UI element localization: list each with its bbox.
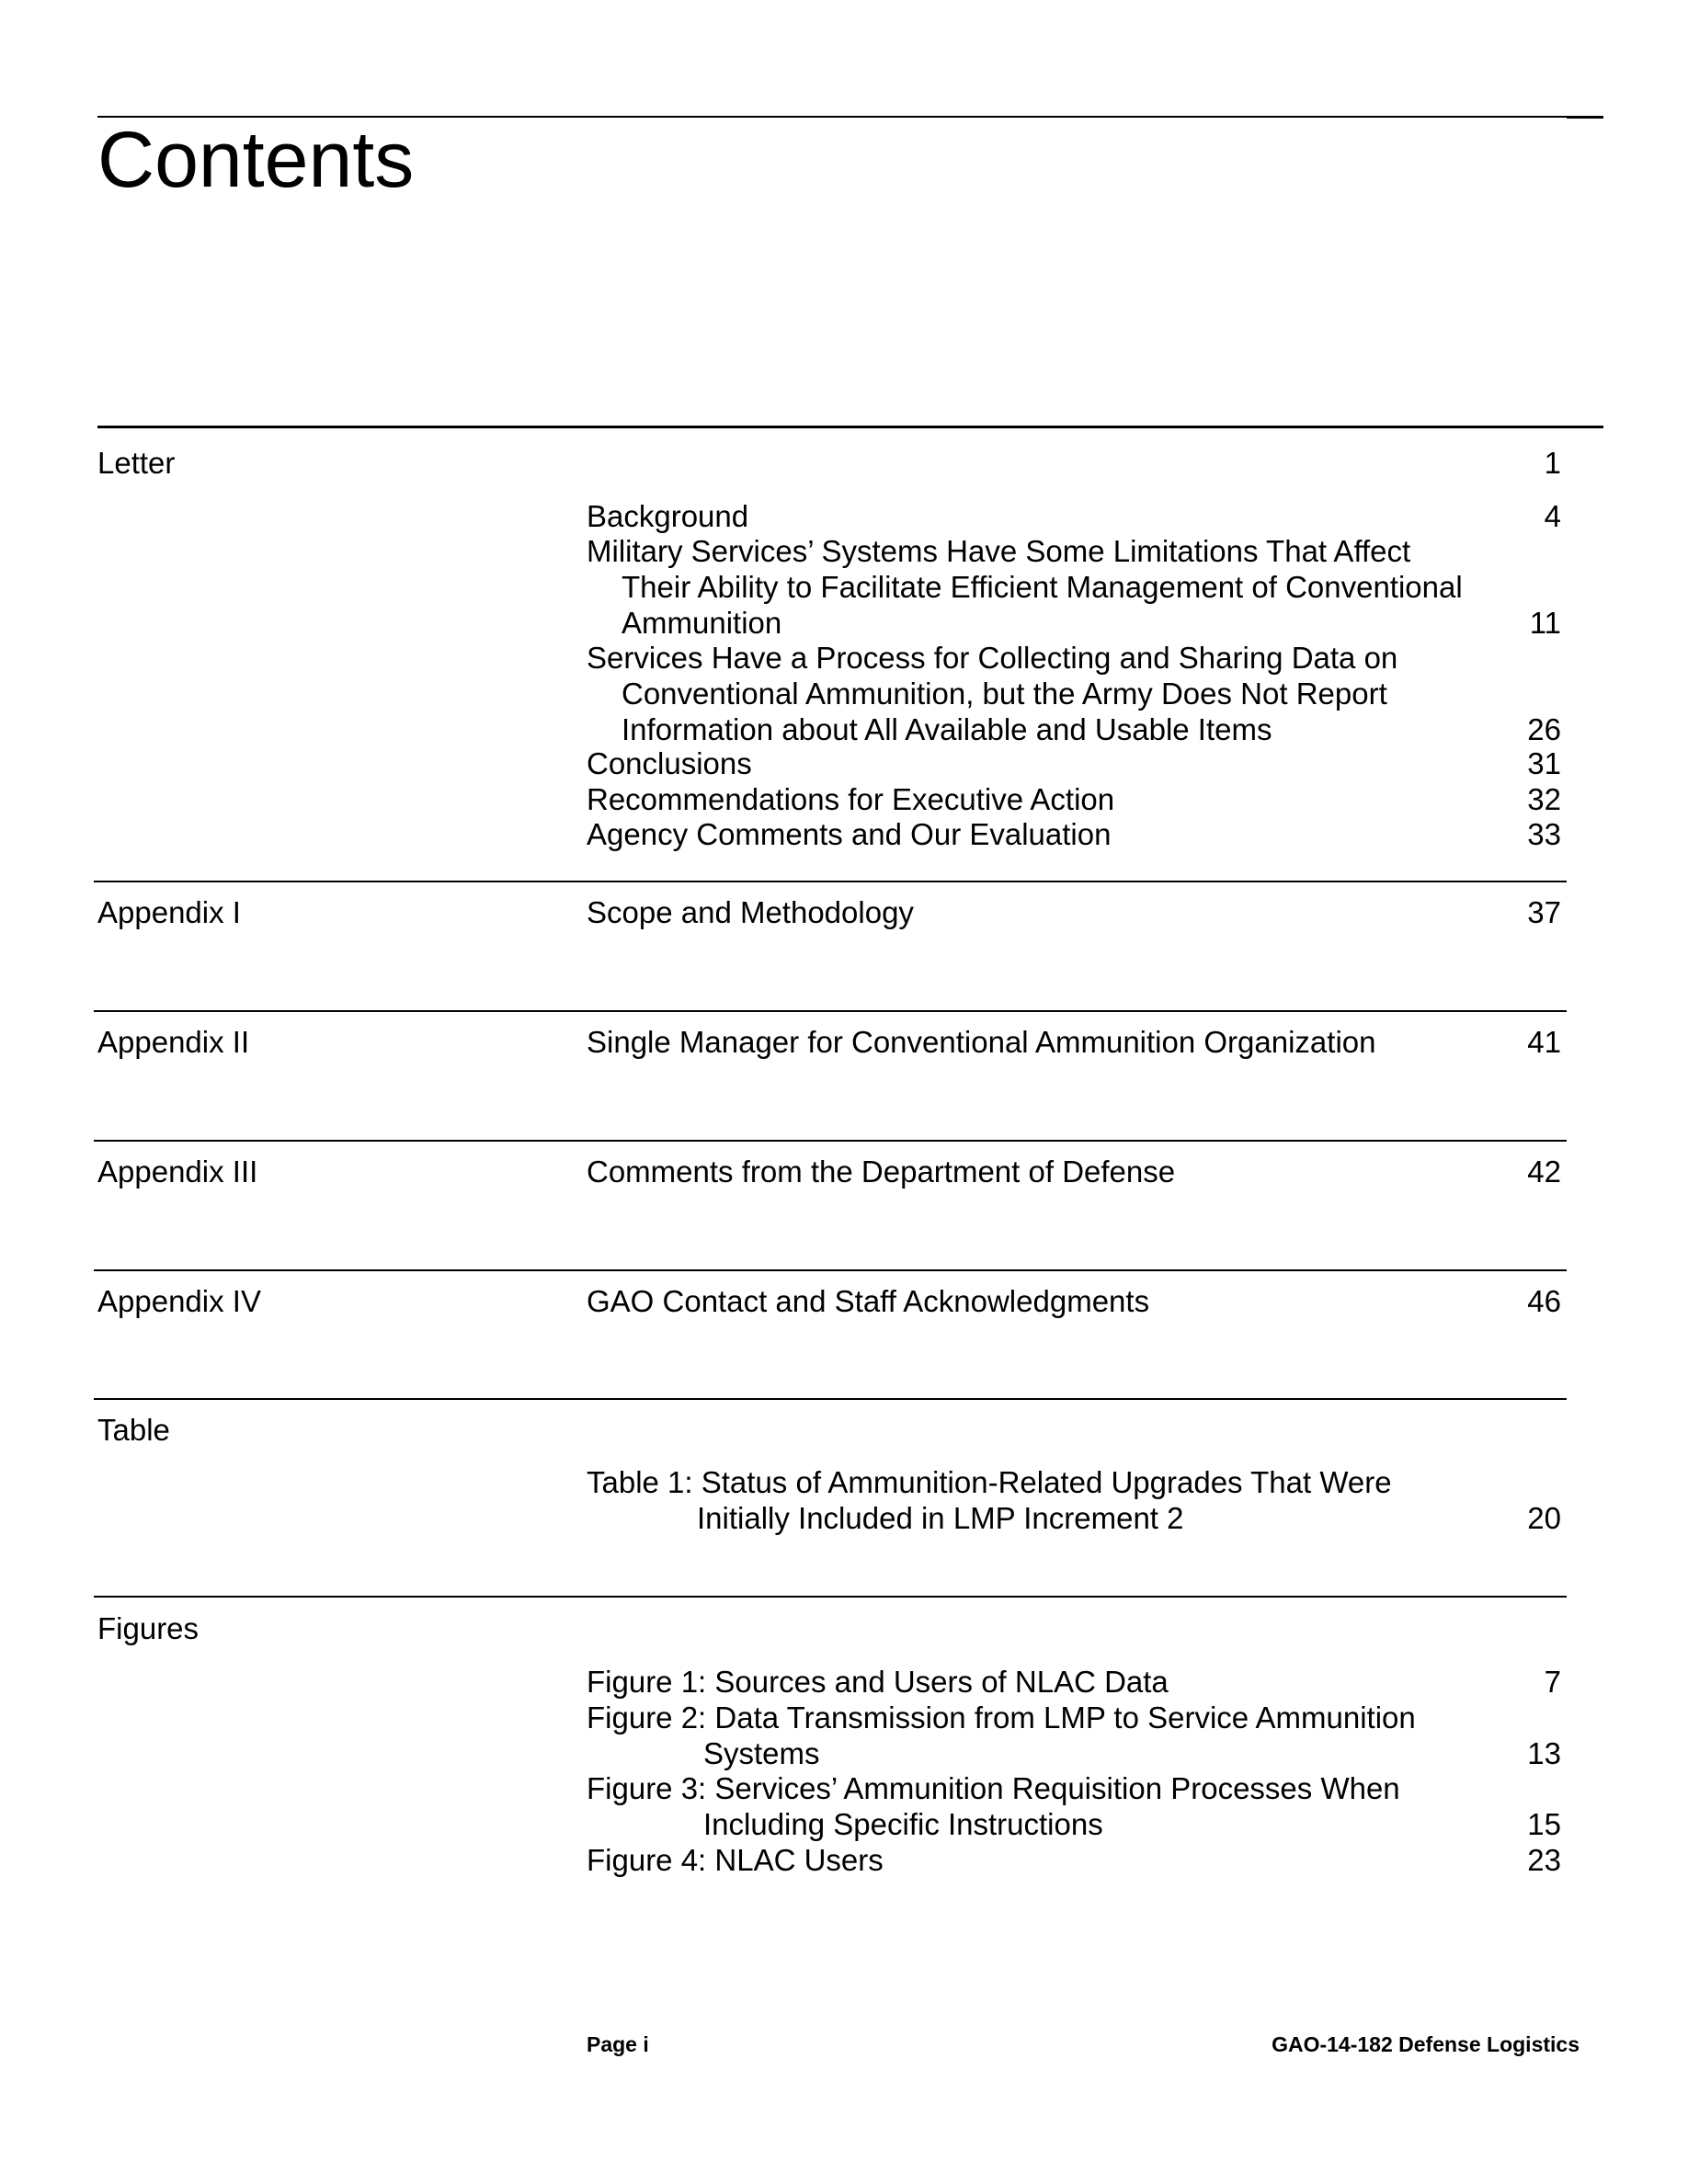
toc-entry-figure-4[interactable]: Figure 4: NLAC Users 23 bbox=[587, 1843, 1561, 1877]
toc-entry-single-manager[interactable]: Single Manager for Conventional Ammunition Organization 41 bbox=[587, 1025, 1561, 1059]
toc-entry-figure-3[interactable]: Figure 3: Services’ Ammunition Requisition Processes When Including Specific Instructions 15 bbox=[587, 1771, 1561, 1841]
toc-entry-agency-comments[interactable]: Agency Comments and Our Evaluation 33 bbox=[587, 817, 1561, 851]
toc-page-number: 32 bbox=[1527, 782, 1561, 816]
toc-page-number: 33 bbox=[1527, 817, 1561, 851]
toc-page-number: 31 bbox=[1527, 746, 1561, 780]
toc-page-number: 20 bbox=[1527, 1501, 1561, 1535]
top-rule-tail bbox=[1567, 116, 1603, 119]
section-label-figures: Figures bbox=[97, 1611, 200, 1645]
section-label-appendix-ii: Appendix II bbox=[97, 1025, 250, 1059]
section-rule-figures bbox=[94, 1596, 1567, 1598]
toc-entry-figure-1[interactable]: Figure 1: Sources and Users of NLAC Data 7 bbox=[587, 1665, 1561, 1699]
section-rule-appendix-ii bbox=[94, 1010, 1567, 1012]
toc-entry-gao-contact[interactable]: GAO Contact and Staff Acknowledgments 46 bbox=[587, 1284, 1561, 1318]
toc-page-number: 13 bbox=[1527, 1736, 1561, 1770]
toc-entry-services-process[interactable]: Services Have a Process for Collecting and Sharing Data on Conventional Ammunition, but the Army Does Not Report Information about All Available and Usable Items 26 bbox=[587, 641, 1561, 746]
toc-page-number: 37 bbox=[1527, 895, 1561, 929]
toc-page-number: 15 bbox=[1527, 1807, 1561, 1841]
toc-entry-background[interactable]: Background 4 bbox=[587, 499, 1561, 533]
toc-entry-military-services-systems[interactable]: Military Services’ Systems Have Some Limitations That Affect Their Ability to Facilitate Efficient Management of Conventional Ammunition 11 bbox=[587, 534, 1561, 640]
toc-page-number: 23 bbox=[1527, 1843, 1561, 1877]
toc-entry-figure-2[interactable]: Figure 2: Data Transmission from LMP to Service Ammunition Systems 13 bbox=[587, 1701, 1561, 1770]
section-rule-appendix-i bbox=[94, 881, 1567, 882]
section-label-table: Table bbox=[97, 1413, 170, 1447]
toc-entry-comments-dod[interactable]: Comments from the Department of Defense 42 bbox=[587, 1155, 1561, 1189]
footer-page-label: Page i bbox=[587, 2032, 649, 2056]
toc-entry-scope-methodology[interactable]: Scope and Methodology 37 bbox=[587, 895, 1561, 929]
toc-entry-recommendations[interactable]: Recommendations for Executive Action 32 bbox=[587, 782, 1561, 816]
toc-page-number: 11 bbox=[1529, 606, 1561, 640]
section-rule-letter bbox=[97, 426, 1603, 428]
section-rule-appendix-iii bbox=[94, 1140, 1567, 1142]
toc-entry-letter[interactable] bbox=[587, 445, 1561, 481]
toc-page-number: 42 bbox=[1527, 1155, 1561, 1189]
section-label-appendix-iv: Appendix IV bbox=[97, 1284, 261, 1318]
section-label-appendix-i: Appendix I bbox=[97, 895, 241, 929]
toc-page-number: 4 bbox=[1544, 499, 1561, 533]
page-title: Contents bbox=[97, 116, 415, 204]
toc-entry-page-letter: 1 bbox=[1544, 446, 1561, 480]
toc-entry-conclusions[interactable]: Conclusions 31 bbox=[587, 746, 1561, 780]
footer-report-label: GAO-14-182 Defense Logistics bbox=[1272, 2032, 1580, 2056]
toc-page-number: 7 bbox=[1544, 1665, 1561, 1699]
section-label-letter: Letter bbox=[97, 446, 176, 480]
toc-page-number: 46 bbox=[1527, 1284, 1561, 1318]
section-rule-table bbox=[94, 1398, 1567, 1400]
section-label-appendix-iii: Appendix III bbox=[97, 1155, 258, 1189]
toc-page-number: 26 bbox=[1527, 712, 1561, 746]
toc-page-number: 41 bbox=[1527, 1025, 1561, 1059]
toc-entry-table-1[interactable]: Table 1: Status of Ammunition-Related Upgrades That Were Initially Included in LMP Increment 2 20 bbox=[587, 1465, 1561, 1535]
section-rule-appendix-iv bbox=[94, 1269, 1567, 1271]
